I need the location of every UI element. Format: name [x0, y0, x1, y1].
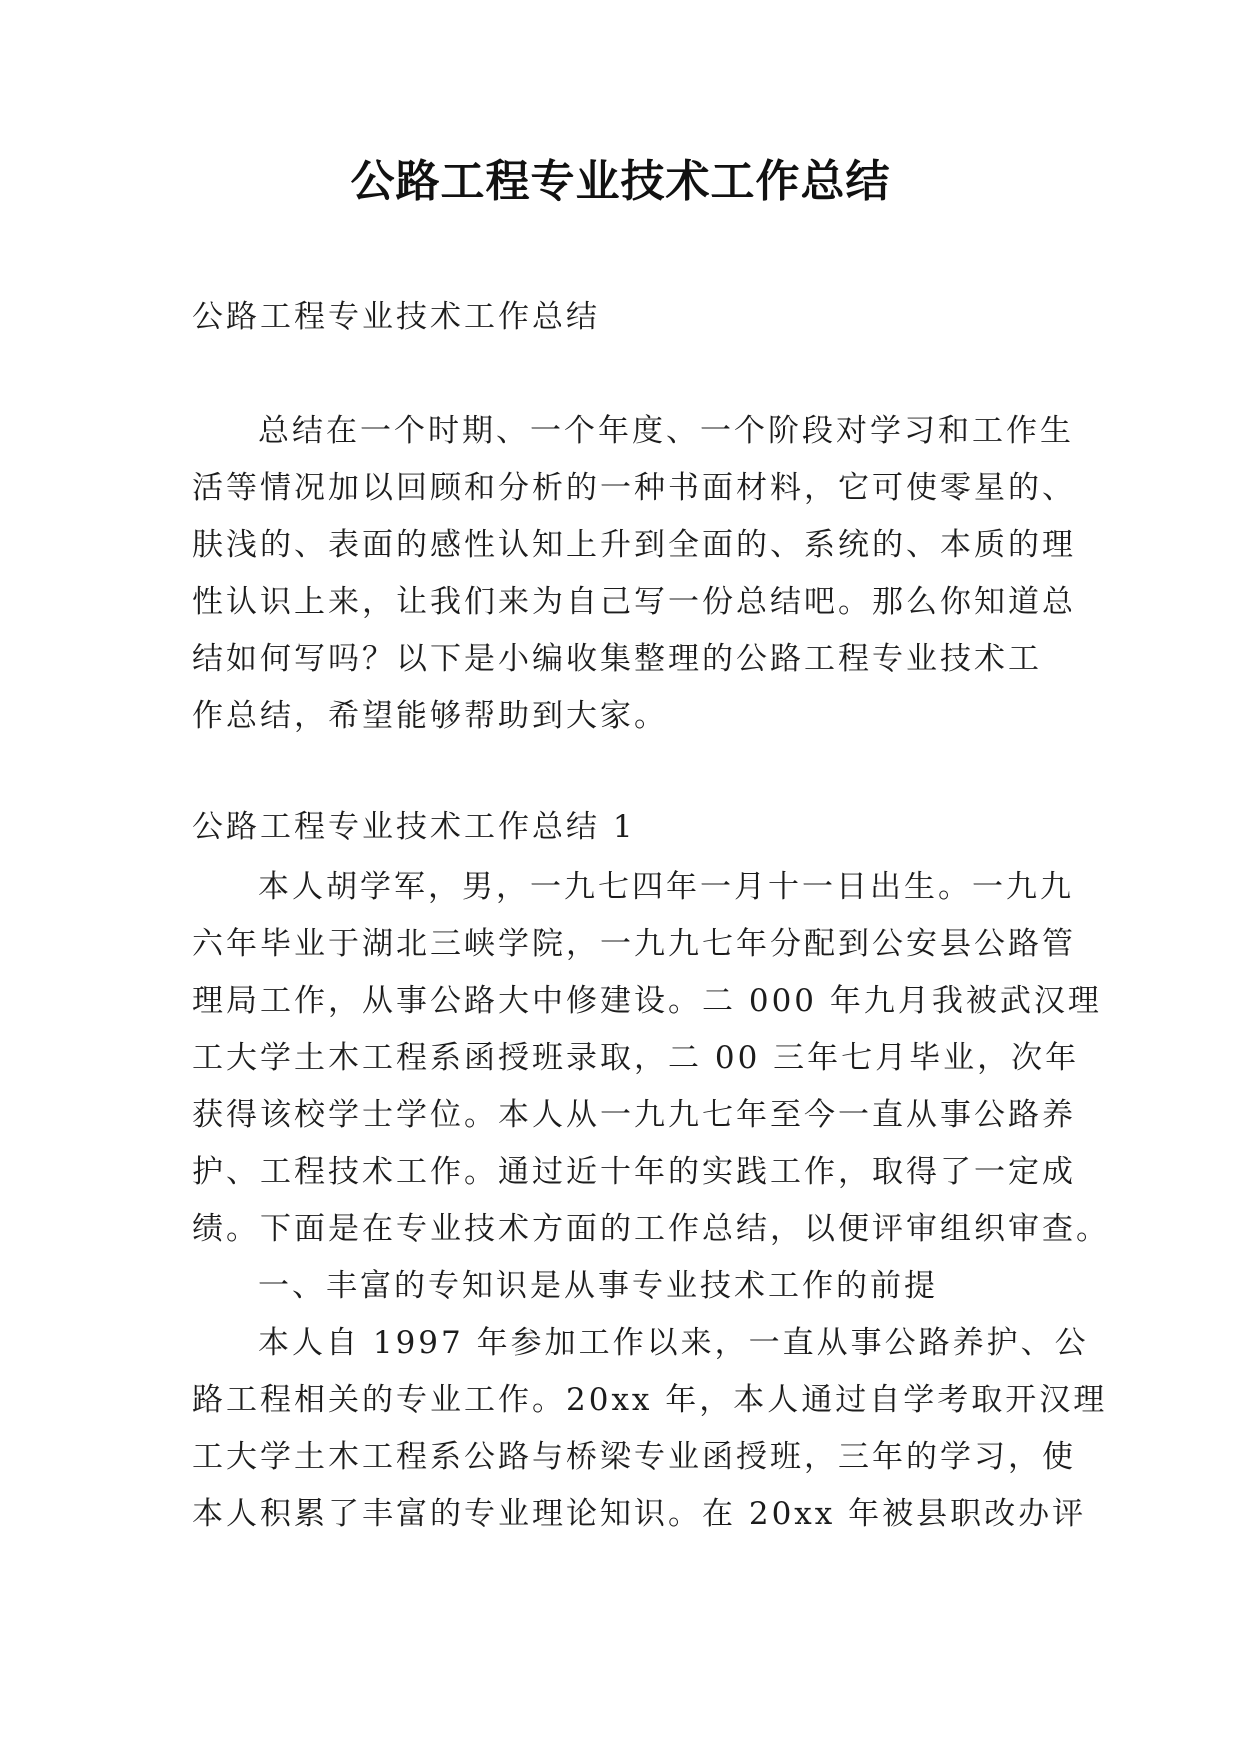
- section-heading-line: 公路工程专业技术工作总结 1: [192, 809, 636, 845]
- section-line: 六年毕业于湖北三峡学院，一九九七年分配到公安县公路管: [192, 926, 1076, 962]
- intro-line: 结如何写吗？以下是小编收集整理的公路工程专业技术工: [192, 641, 1042, 677]
- document-subtitle: [192, 289, 1062, 346]
- section-line: 绩。下面是在专业技术方面的工作总结，以便评审组织审查。: [192, 1211, 1110, 1247]
- section-line: 获得该校学士学位。本人从一九九七年至今一直从事公路养: [192, 1097, 1076, 1133]
- intro-line: 活等情况加以回顾和分析的一种书面材料，它可使零星的、: [192, 470, 1076, 506]
- intro-line: 总结在一个时期、一个年度、一个阶段对学习和工作生: [258, 413, 1074, 449]
- section-line: 理局工作，从事公路大中修建设。二 000 年九月我被武汉理: [192, 983, 1102, 1019]
- intro-line: 性认识上来，让我们来为自己写一份总结吧。那么你知道总: [192, 584, 1076, 620]
- section-line: 本人自 1997 年参加工作以来，一直从事公路养护、公: [258, 1325, 1089, 1361]
- section-body: [192, 859, 1110, 1543]
- section-line: 本人积累了丰富的专业理论知识。在 20xx 年被县职改办评: [192, 1496, 1087, 1532]
- section-line: 一、丰富的专知识是从事专业技术工作的前提: [258, 1268, 938, 1304]
- section-line: 本人胡学军，男，一九七四年一月十一日出生。一九九: [258, 869, 1074, 905]
- subtitle-line: 公路工程专业技术工作总结: [192, 299, 600, 335]
- section-line: 工大学土木工程系公路与桥梁专业函授班，三年的学习，使: [192, 1439, 1076, 1475]
- section-heading: [192, 799, 1062, 856]
- intro-line: 作总结，希望能够帮助到大家。: [192, 698, 668, 734]
- intro-paragraph: [192, 403, 1076, 745]
- intro-line: 肤浅的、表面的感性认知上升到全面的、系统的、本质的理: [192, 527, 1076, 563]
- section-line: 路工程相关的专业工作。20xx 年，本人通过自学考取开汉理: [192, 1382, 1108, 1418]
- section-line: 护、工程技术工作。通过近十年的实践工作，取得了一定成: [192, 1154, 1076, 1190]
- document-title: 公路工程专业技术工作总结: [350, 156, 891, 207]
- section-line: 工大学土木工程系函授班录取，二 00 三年七月毕业，次年: [192, 1040, 1080, 1076]
